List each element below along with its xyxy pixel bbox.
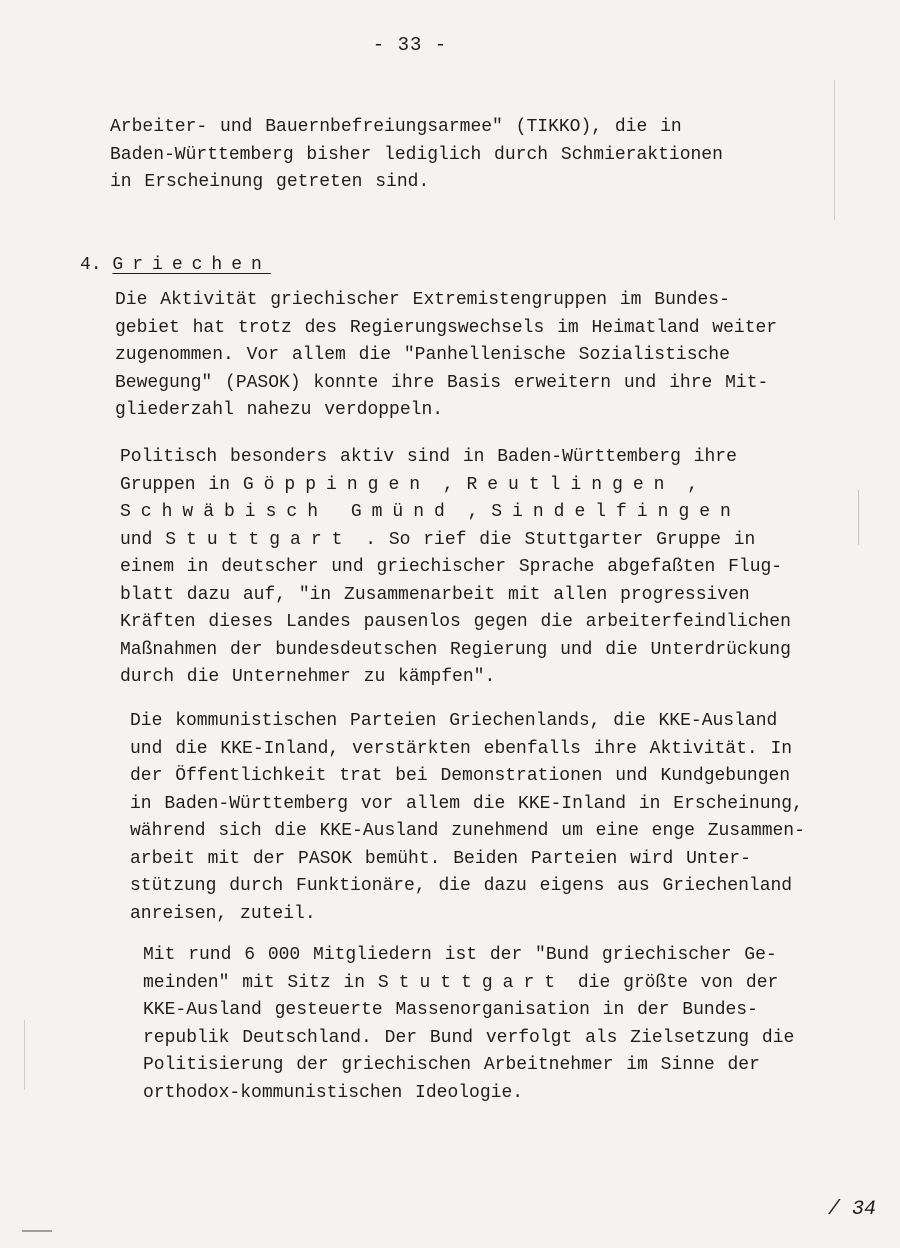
continuation-mark: / 34 bbox=[828, 1198, 877, 1221]
city-goeppingen: Göppingen bbox=[242, 474, 431, 495]
text-line: in Baden-Württemberg vor allem die KKE-Inland in Erscheinung, bbox=[130, 793, 803, 814]
text-line: Die kommunistischen Parteien Griechenlands, die KKE-Ausland bbox=[130, 711, 778, 731]
section-title: Griechen bbox=[112, 255, 271, 275]
city-sindelfingen: Sindelfingen bbox=[491, 502, 741, 522]
text-line: Kräften dieses Landes pausenlos gegen die arbeiterfeindlichen bbox=[120, 612, 791, 632]
separator: , bbox=[454, 502, 492, 522]
text-line-prefix: meinden" mit Sitz in bbox=[143, 972, 378, 993]
text-line: während sich die KKE-Ausland zunehmend um eine enge Zusammen- bbox=[130, 821, 805, 841]
text-line: stützung durch Funktionäre, die dazu eigens aus Griechenland bbox=[130, 876, 793, 896]
text-line: Die Aktivität griechischer Extremistengruppen im Bundes- bbox=[115, 290, 730, 310]
text-line-prefix: und bbox=[120, 529, 166, 550]
paragraph-baden-wuerttemberg-groups bbox=[120, 444, 791, 692]
text-line: Baden-Württemberg bisher lediglich durch Schmieraktionen bbox=[110, 144, 723, 165]
city-stuttgart: Stuttgart bbox=[165, 529, 353, 550]
text-line: gebiet hat trotz des Regierungswechsels im Heimatland weiter bbox=[115, 317, 778, 338]
text-line: anreisen, zuteil. bbox=[130, 903, 316, 924]
text-line: zugenommen. Vor allem die "Panhellenische Sozialistische bbox=[115, 345, 730, 365]
paragraph-bund-griechischer-gemeinden bbox=[143, 942, 794, 1107]
text-line: der Öffentlichkeit trat bei Demonstrationen und Kundgebungen bbox=[130, 766, 791, 786]
text-line-suffix: die größte von der bbox=[565, 972, 779, 993]
separator: , bbox=[430, 474, 467, 495]
scan-artifact-line bbox=[834, 80, 835, 220]
city-reutlingen: Reutlingen bbox=[466, 474, 675, 495]
page-number: - 33 - bbox=[372, 34, 448, 56]
text-line: orthodox-kommunistischen Ideologie. bbox=[143, 1082, 524, 1103]
text-line: Mit rund 6 000 Mitgliedern ist der "Bund griechischer Ge- bbox=[143, 945, 777, 965]
section-heading bbox=[80, 252, 271, 279]
scan-artifact-line bbox=[858, 490, 859, 545]
text-line: Arbeiter- und Bauernbefreiungsarmee" (TIKKO), die in bbox=[110, 117, 682, 137]
scan-artifact-line bbox=[24, 1020, 25, 1090]
text-line: einem in deutscher und griechischer Sprache abgefaßten Flug- bbox=[120, 557, 783, 577]
city-schwaebisch-gmuend: Schwäbisch Gmünd bbox=[120, 502, 455, 522]
text-line: Politisierung der griechischen Arbeitnehmer im Sinne der bbox=[143, 1055, 760, 1075]
text-line: durch die Unternehmer zu kämpfen". bbox=[120, 667, 496, 687]
text-line: republik Deutschland. Der Bund verfolgt als Zielsetzung die bbox=[143, 1027, 795, 1048]
text-line: gliederzahl nahezu verdoppeln. bbox=[115, 400, 444, 420]
paragraph-tikko bbox=[110, 114, 723, 197]
text-line: und die KKE-Inland, verstärkten ebenfalls ihre Aktivität. In bbox=[130, 738, 793, 759]
text-line: Politisch besonders aktiv sind in Baden-Württemberg ihre bbox=[120, 447, 737, 467]
paragraph-activity bbox=[115, 287, 777, 425]
paragraph-kke bbox=[130, 708, 805, 928]
text-line: in Erscheinung getreten sind. bbox=[110, 172, 430, 192]
text-line-prefix: Gruppen in bbox=[120, 474, 243, 495]
text-line: KKE-Ausland gesteuerte Massenorganisation in der Bundes- bbox=[143, 1000, 758, 1020]
section-number: 4. bbox=[80, 255, 102, 275]
separator: , bbox=[674, 474, 699, 495]
scan-artifact-line bbox=[22, 1230, 52, 1232]
text-line: Bewegung" (PASOK) konnte ihre Basis erweitern und ihre Mit- bbox=[115, 372, 769, 393]
text-line: blatt dazu auf, "in Zusammenarbeit mit allen progressiven bbox=[120, 584, 750, 605]
text-line-suffix: . So rief die Stuttgarter Gruppe in bbox=[352, 529, 756, 550]
text-line: Maßnahmen der bundesdeutschen Regierung und die Unterdrückung bbox=[120, 639, 791, 660]
city-stuttgart: Stuttgart bbox=[377, 972, 566, 993]
text-line: arbeit mit der PASOK bemüht. Beiden Parteien wird Unter- bbox=[130, 848, 751, 869]
